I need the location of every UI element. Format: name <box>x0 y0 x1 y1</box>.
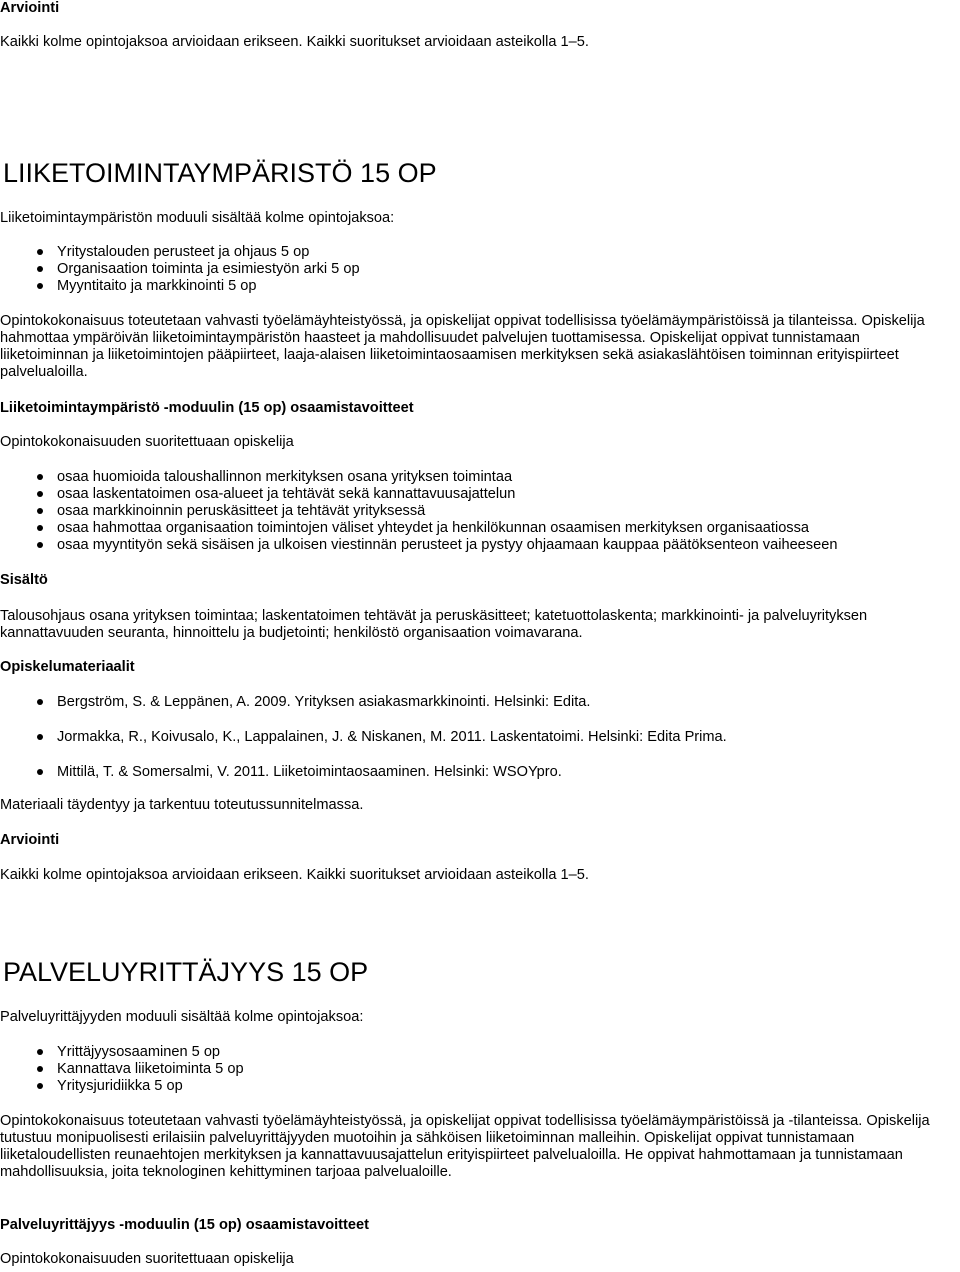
module-title-palveluyrittajyys: PALVELUYRITTÄJYYS 15 OP <box>3 957 369 987</box>
eval-heading: Arviointi <box>0 832 60 848</box>
module-description-palveluyrittajyys: Opintokokonaisuus toteutetaan vahvasti työelämäyhteistyössä, ja opiskelijat oppivat todellisissa työelämäympäristöissä ja -tilanteissa. Opiskelija tutustuu monipuolisesti erilaisiin palveluyrittäjyyden muotoihin ja sähköisen liiketoiminnan malleihin. Opiskelijat oppivat tunnistamaan liiketaloudellisten reunaehtojen merkityksen ja kannattavuusajattelun erityispiirteet palvelualoilla. He oppivat hahmottamaan ja tunnistamaan mahdollisuuksia, joita teknologinen kehittyminen tarjoaa palvelualoille. <box>0 1113 930 1180</box>
bullet-icon <box>37 1049 43 1055</box>
bullet-icon <box>37 542 43 548</box>
bullet-icon <box>37 699 43 705</box>
list-item: osaa huomioida taloushallinnon merkityksen osana yrityksen toimintaa <box>57 469 837 486</box>
list-item: Yrittäjyysosaaminen 5 op <box>57 1044 244 1061</box>
list-item: Kannattava liiketoiminta 5 op <box>57 1061 244 1078</box>
list-item: osaa hahmottaa organisaation toimintojen väliset yhteydet ja henkilökunnan osaamisen merkityksen organisaatiossa <box>57 520 837 537</box>
bullet-icon <box>37 474 43 480</box>
bullet-icon <box>37 491 43 497</box>
goals-list <box>57 469 837 554</box>
list-item: Myyntitaito ja markkinointi 5 op <box>57 278 360 295</box>
eval-text: Kaikki kolme opintojaksoa arvioidaan erikseen. Kaikki suoritukset arvioidaan asteikolla 1–5. <box>0 867 589 883</box>
bullet-icon <box>37 283 43 289</box>
eval-text-top: Kaikki kolme opintojaksoa arvioidaan erikseen. Kaikki suoritukset arvioidaan asteikolla 1–5. <box>0 34 589 50</box>
bullet-icon <box>37 525 43 531</box>
content-heading: Sisältö <box>0 572 48 588</box>
content-text: Talousohjaus osana yrityksen toimintaa; laskentatoimen tehtävät ja peruskäsitteet; katetuottolaskenta; markkinointi- ja palveluyrityksen kannattavuuden seuranta, hinnoittelu ja budjetointi; henkilöstö organisaation voimavarana. <box>0 608 868 641</box>
bullet-icon <box>37 249 43 255</box>
goals-intro-palveluyrittajyys: Opintokokonaisuuden suoritettuaan opiskelija <box>0 1251 294 1267</box>
bullet-icon <box>37 266 43 272</box>
module-intro-palveluyrittajyys: Palveluyrittäjyyden moduuli sisältää kolme opintojaksoa: <box>0 1009 364 1025</box>
module-title-liiketoimintaymparisto: LIIKETOIMINTAYMPÄRISTÖ 15 OP <box>3 158 437 188</box>
eval-heading-top: Arviointi <box>0 0 60 16</box>
materials-list <box>57 694 727 799</box>
module-description: Opintokokonaisuus toteutetaan vahvasti työelämäyhteistyössä, ja opiskelijat oppivat todellisissa työelämäympäristöissä ja tilanteissa. Opiskelija hahmottaa ympäröivän liiketoimintaympäristön haasteet ja mahdollisuudet palvelujen tuottamisessa. Opiskelijat oppivat tunnistamaan liiketoiminnan ja liiketoimintojen pääpiirteet, laaja-alaisen liiketoimintaosaamisen merkityksen sekä asiakaslähtöisen toiminnan erityispiirteet palvelualoilla. <box>0 313 925 380</box>
bullet-icon <box>37 1083 43 1089</box>
list-item: Mittilä, T. & Somersalmi, V. 2011. Liiketoimintaosaaminen. Helsinki: WSOYpro. <box>57 764 727 799</box>
goals-heading-palveluyrittajyys: Palveluyrittäjyys -moduulin (15 op) osaamistavoitteet <box>0 1217 369 1233</box>
bullet-icon <box>37 769 43 775</box>
bullet-icon <box>37 734 43 740</box>
list-item: osaa markkinoinnin peruskäsitteet ja tehtävät yrityksessä <box>57 503 837 520</box>
list-item: Yritystalouden perusteet ja ohjaus 5 op <box>57 244 360 261</box>
materials-heading: Opiskelumateriaalit <box>0 659 135 675</box>
list-item: osaa laskentatoimen osa-alueet ja tehtävät sekä kannattavuusajattelun <box>57 486 837 503</box>
bullet-icon <box>37 508 43 514</box>
module-intro: Liiketoimintaympäristön moduuli sisältää kolme opintojaksoa: <box>0 210 395 226</box>
course-list <box>57 244 360 295</box>
list-item: osaa myyntityön sekä sisäisen ja ulkoisen viestinnän perusteet ja pystyy ohjaamaan kauppaa päätöksenteon vaiheeseen <box>57 537 837 554</box>
goals-intro: Opintokokonaisuuden suoritettuaan opiskelija <box>0 434 294 450</box>
list-item: Organisaation toiminta ja esimiestyön arki 5 op <box>57 261 360 278</box>
bullet-icon <box>37 1066 43 1072</box>
list-item: Yritysjuridiikka 5 op <box>57 1078 244 1095</box>
course-list-palveluyrittajyys <box>57 1044 244 1095</box>
list-item: Bergström, S. & Leppänen, A. 2009. Yrityksen asiakasmarkkinointi. Helsinki: Edita. <box>57 694 727 729</box>
materials-note: Materiaali täydentyy ja tarkentuu toteutussunnitelmassa. <box>0 797 364 813</box>
goals-heading: Liiketoimintaympäristö -moduulin (15 op) osaamistavoitteet <box>0 400 414 416</box>
list-item: Jormakka, R., Koivusalo, K., Lappalainen, J. & Niskanen, M. 2011. Laskentatoimi. Helsinki: Edita Prima. <box>57 729 727 764</box>
